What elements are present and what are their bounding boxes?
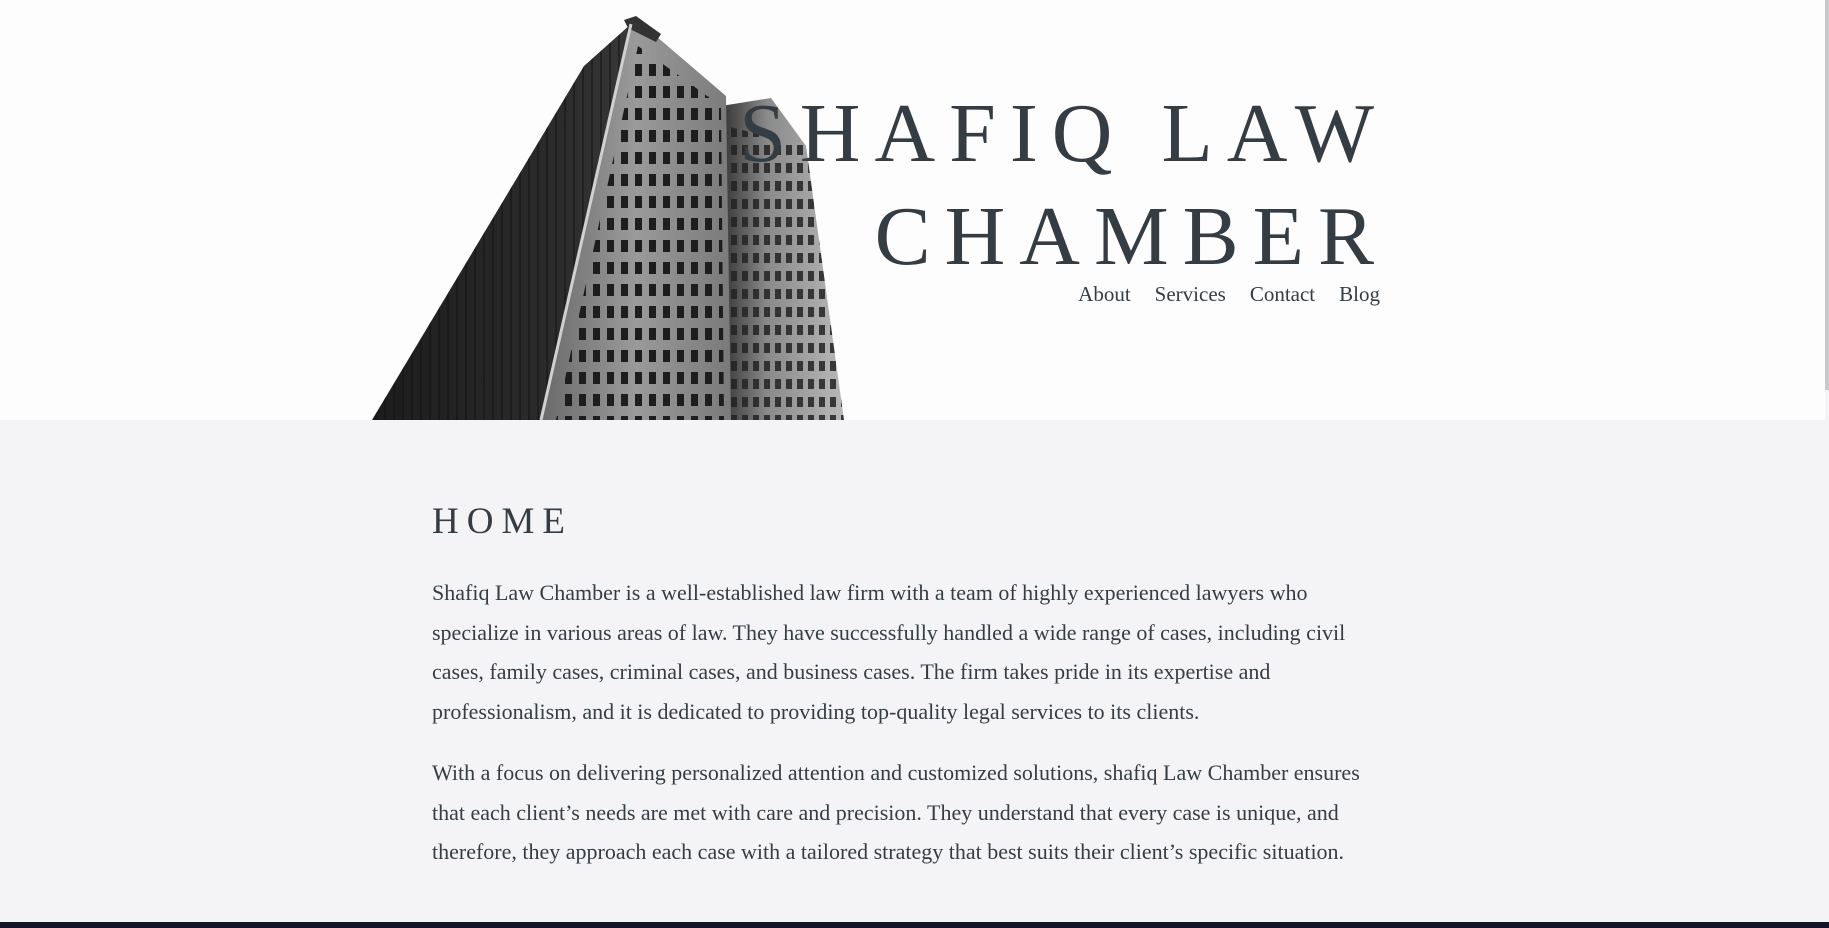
nav-link-services[interactable]: Services xyxy=(1154,282,1226,306)
site-title[interactable] xyxy=(488,82,1388,288)
main-nav xyxy=(1078,282,1380,307)
nav-link-blog[interactable]: Blog xyxy=(1339,282,1380,306)
site-title-line2: CHAMBER xyxy=(874,190,1388,283)
intro-paragraph: Shafiq Law Chamber is a well-established law firm with a team of highly experienced lawyers who specialize in various areas of law. They have successfully handled a wide range of cases, including civil cases, family cases, criminal cases, and business cases. The firm takes pride in its expertise and professionalism, and it is dedicated to providing top-quality legal services to its clients. xyxy=(432,580,1346,724)
main-content xyxy=(432,500,1397,894)
site-title-line1: SHAFIQ LAW xyxy=(739,87,1388,180)
nav-link-contact[interactable]: Contact xyxy=(1249,282,1316,306)
page-scrollbar[interactable] xyxy=(1825,0,1829,390)
nav-link-about[interactable]: About xyxy=(1078,282,1131,306)
approach-paragraph: With a focus on delivering personalized attention and customized solutions, shafiq Law Chamber ensures that each client’s needs are met with care and precision. They understand that every case is unique, and therefore, they approach each case with a tailored strategy that best suits their client’s specific situation. xyxy=(432,760,1360,864)
site-header xyxy=(0,0,1825,420)
bottom-bar xyxy=(0,922,1829,928)
page-title: HOME xyxy=(432,501,573,542)
